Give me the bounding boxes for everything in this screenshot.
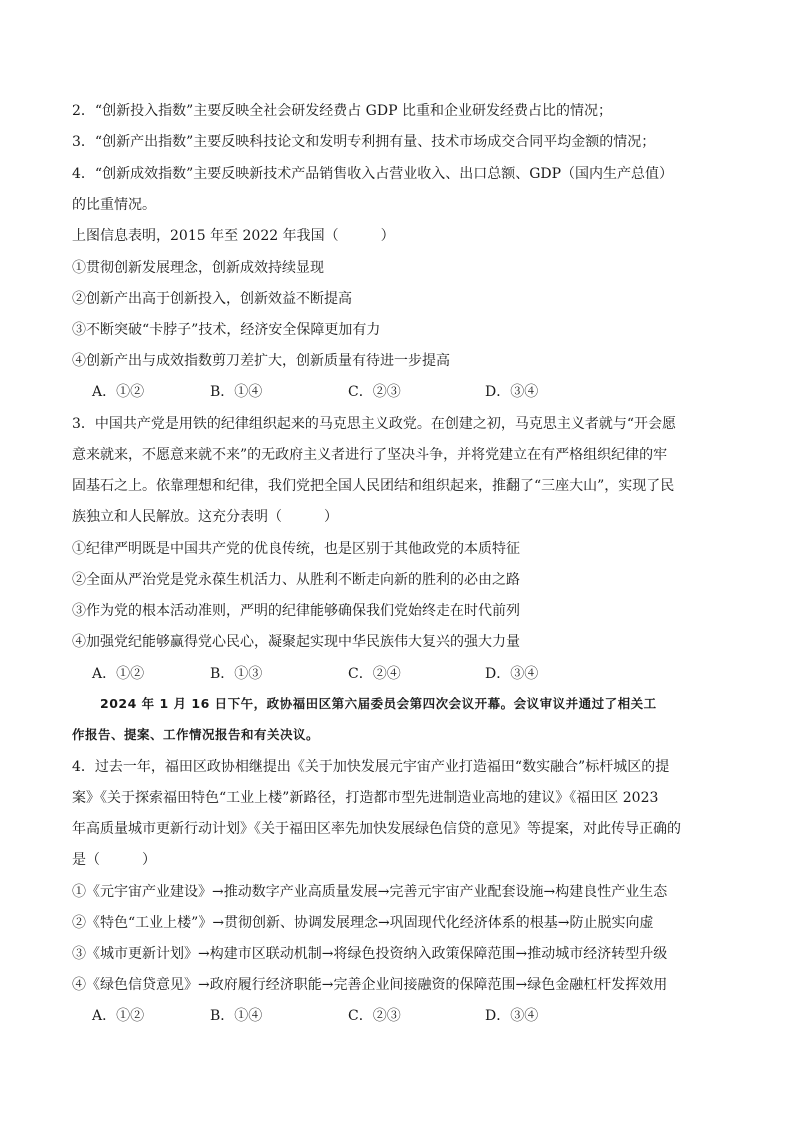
question-4-option-a[interactable]: A．①② [92,1008,145,1024]
question-4-stem-2: 案》《关于探索福田特色“工业上楼”新路径，打造都市型先进制造业高地的建议》《福田区 2023 [72,790,659,806]
question-3-option-c[interactable]: C．②④ [348,666,401,682]
question-4-stem-4: 是（ ） [72,852,156,868]
question-4-item-2: ②《特色“工业上楼”》→贯彻创新、协调发展理念→巩固现代化经济体系的根基→防止脱实向虚 [72,915,654,931]
question-4-option-c[interactable]: C．②③ [348,1008,401,1024]
question-4-option-d[interactable]: D．③④ [485,1008,539,1024]
question-3-item-2: ②全面从严治党是党永葆生机活力、从胜利不断走向新的胜利的必由之路 [72,572,520,588]
question-3-item-4: ④加强党纪能够赢得党心民心，凝聚起实现中华民族伟大复兴的强大力量 [72,634,520,650]
question-2-item-2: ②创新产出高于创新投入，创新效益不断提高 [72,291,352,307]
question-3-stem-1: 3．中国共产党是用铁的纪律组织起来的马克思主义政党。在创建之初，马克思主义者就与“开会愿 [72,416,677,432]
note-line-4-cont: 的比重情况。 [72,197,156,213]
note-line-2: 2．“创新投入指数”主要反映全社会研发经费占 GDP 比重和企业研发经费占比的情况； [72,103,612,119]
question-4-item-3: ③《城市更新计划》→构建市区联动机制→将绿色投资纳入政策保障范围→推动城市经济转型升级 [72,946,668,962]
question-2-option-b[interactable]: B．①④ [210,384,263,400]
question-2-option-c[interactable]: C．②③ [348,384,401,400]
question-4-stem-1: 4．过去一年，福田区政协相继提出《关于加快发展元宇宙产业打造福田“数实融合”标杆城区的提 [72,759,670,775]
question-2-item-3: ③不断突破“卡脖子”技术，经济安全保障更加有力 [72,322,381,338]
question-4-item-1: ①《元宇宙产业建设》→推动数字产业高质量发展→完善元宇宙产业配套设施→构建良性产业生态 [72,884,668,900]
note-line-3: 3．“创新产出指数”主要反映科技论文和发明专利拥有量、技术市场成交合同平均金额的情况； [72,134,656,150]
question-4-item-4: ④《绿色信贷意见》→政府履行经济职能→完善企业间接融资的保障范围→绿色金融杠杆发挥效用 [72,977,668,993]
question-3-option-d[interactable]: D．③④ [485,666,539,682]
question-2-item-4: ④创新产出与成效指数剪刀差扩大，创新质量有待进一步提高 [72,353,450,369]
material-line-2: 作报告、提案、工作情况报告和有关决议。 [72,727,320,742]
question-2-item-1: ①贯彻创新发展理念，创新成效持续显现 [72,260,324,276]
question-3-option-a[interactable]: A．①② [92,666,145,682]
question-2-option-d[interactable]: D．③④ [485,384,539,400]
question-3-option-b[interactable]: B．①③ [210,666,263,682]
note-line-4: 4．“创新成效指数”主要反映新技术产品销售收入占营业收入、出口总额、GDP（国内生产总值） [72,166,674,182]
question-3-stem-2: 意来就来，不愿意来就不来”的无政府主义者进行了坚决斗争，并将党建立在有严格组织纪律的牢 [72,447,668,463]
question-2-stem: 上图信息表明，2015 年至 2022 年我国（ ） [72,228,395,244]
question-4-option-b[interactable]: B．①④ [210,1008,263,1024]
question-3-item-3: ③作为党的根本活动准则，严明的纪律能够确保我们党始终走在时代前列 [72,603,520,619]
question-4-stem-3: 年高质量城市更新行动计划》《关于福田区率先加快发展绿色信贷的意见》等提案，对此传导正确的 [72,821,681,837]
material-line-1: 2024 年 1 月 16 日下午，政协福田区第六届委员会第四次会议开幕。会议审议并通过了相关工 [100,696,657,711]
question-3-stem-4: 族独立和人民解放。这充分表明（ ） [72,509,338,525]
question-2-option-a[interactable]: A．①② [92,384,145,400]
question-3-item-1: ①纪律严明既是中国共产党的优良传统，也是区别于其他政党的本质特征 [72,541,520,557]
question-3-stem-3: 固基石之上。依靠理想和纪律，我们党把全国人民团结和组织起来，推翻了“三座大山”，实现了民 [72,478,675,494]
